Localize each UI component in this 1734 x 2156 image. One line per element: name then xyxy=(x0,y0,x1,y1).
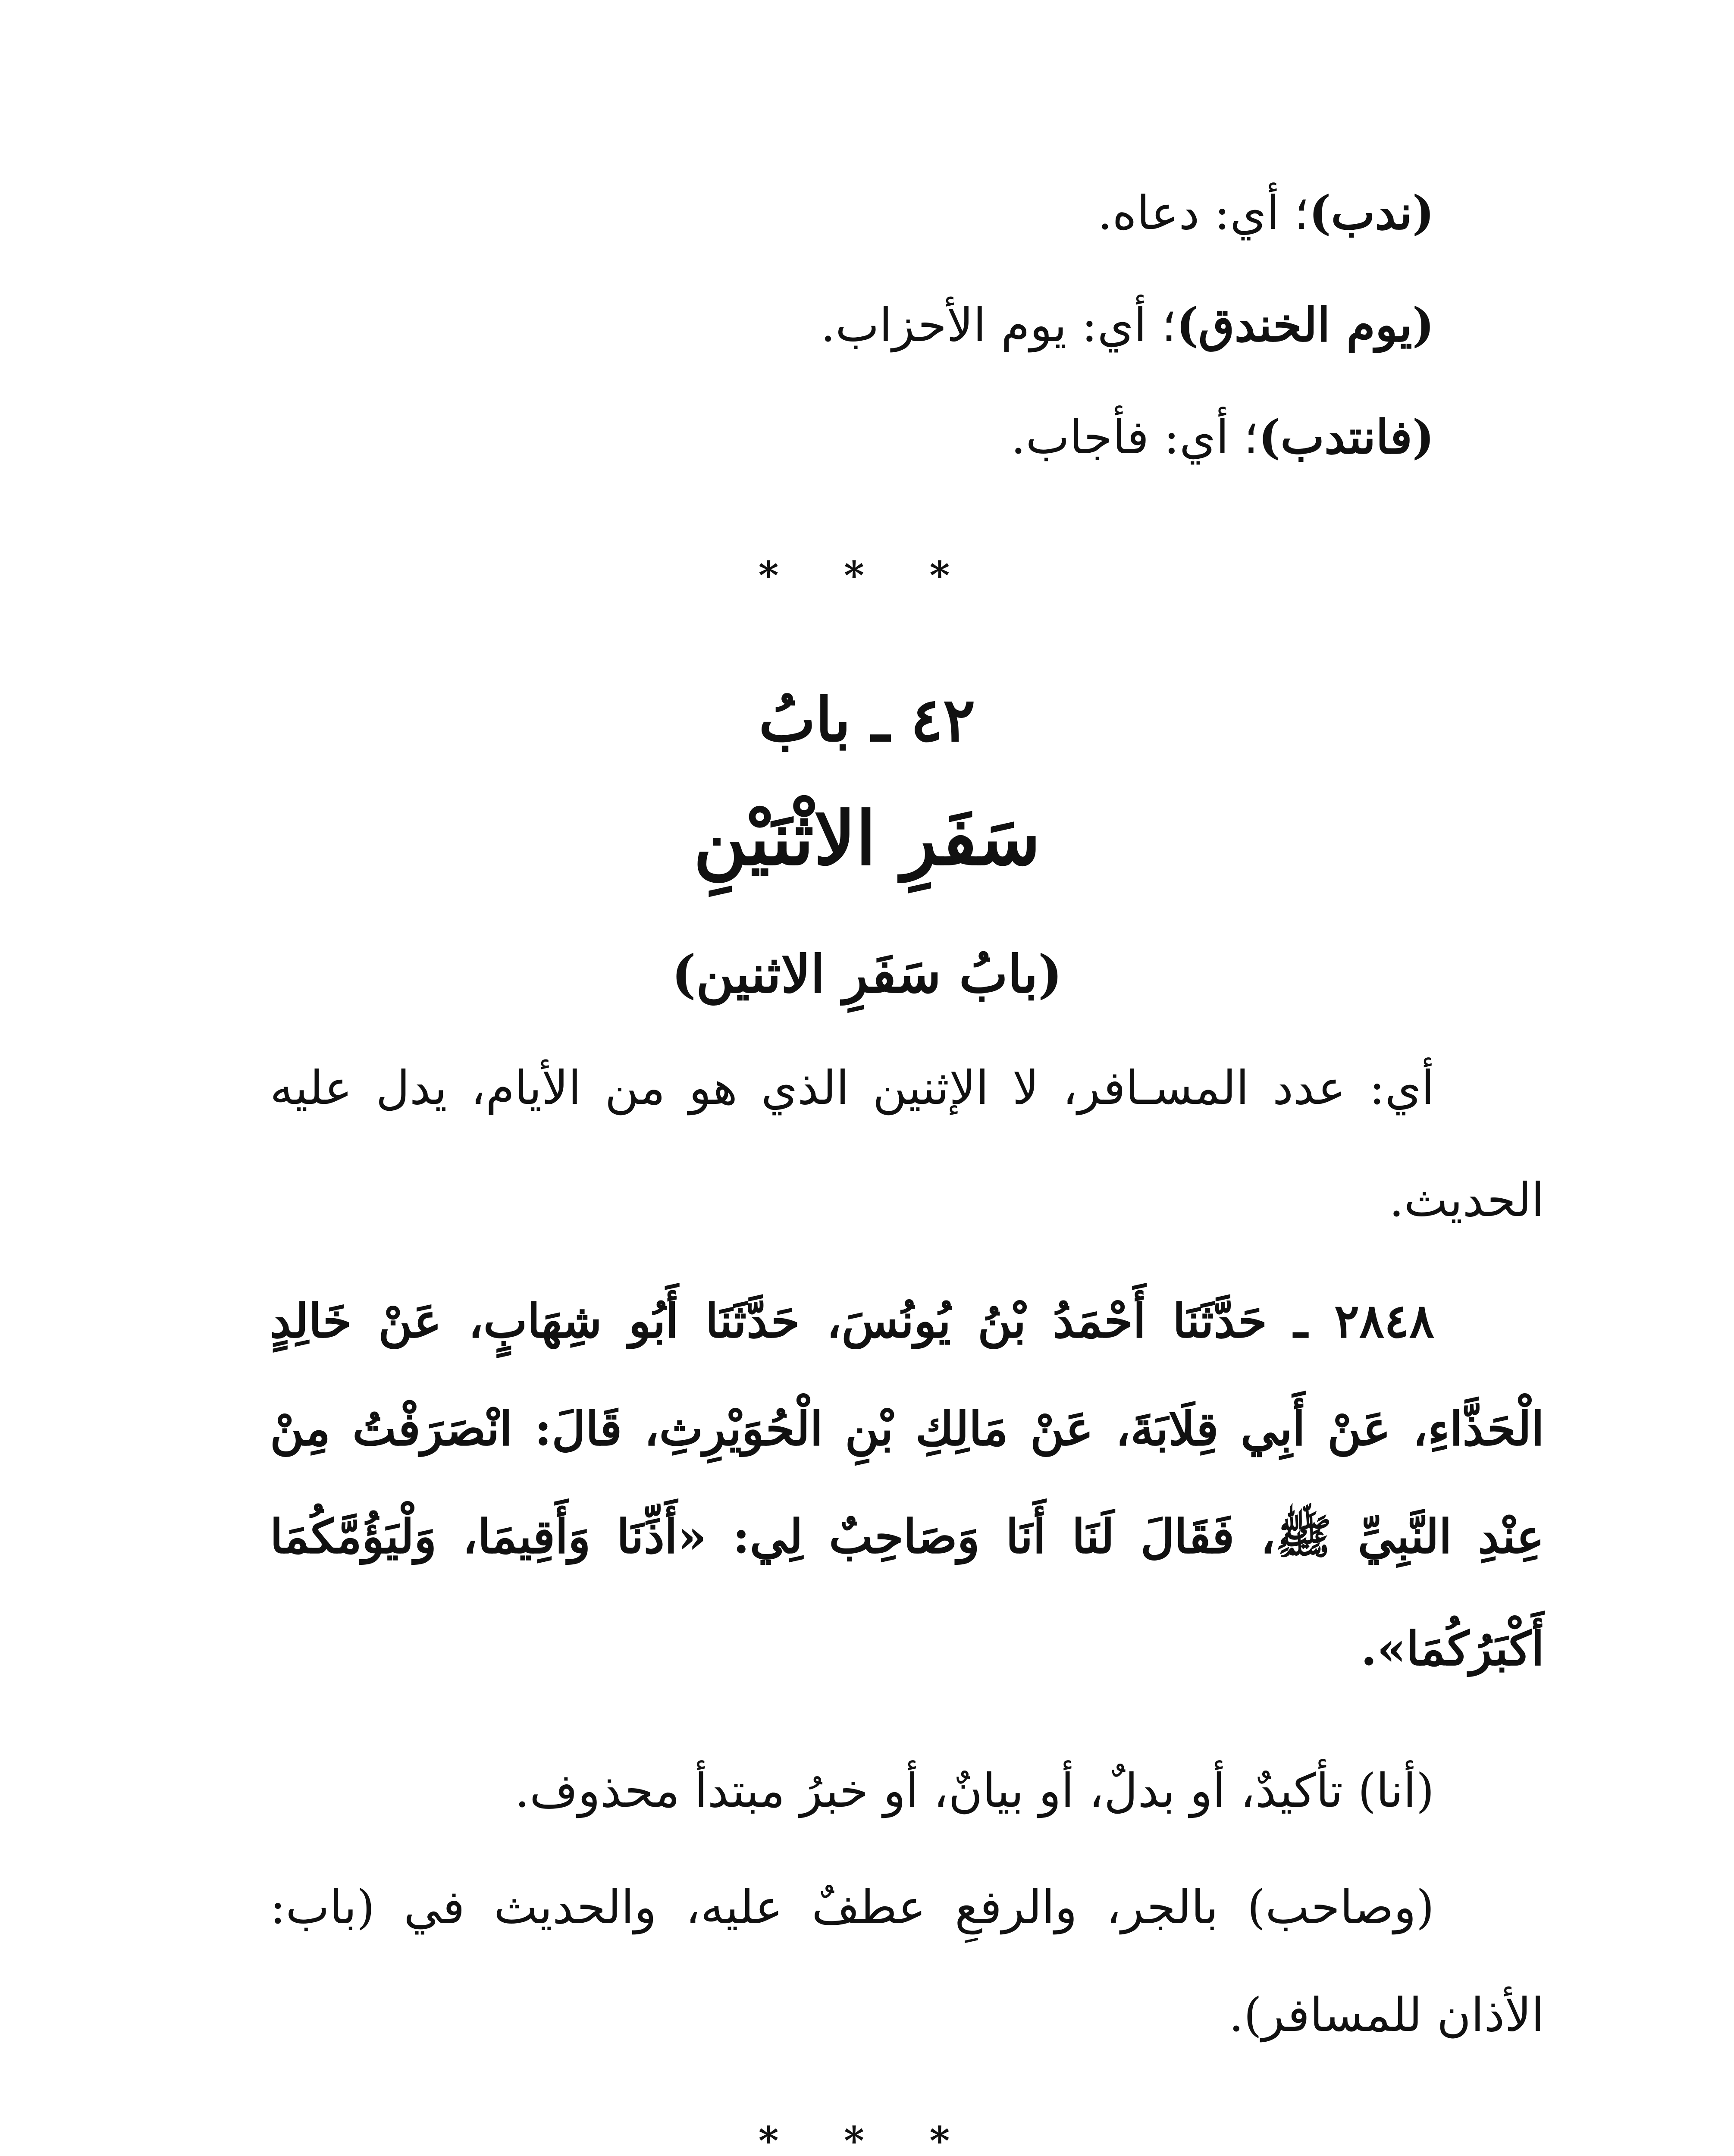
hadith-line-3: عِنْدِ النَّبِيِّ ﷺ، فَقَالَ لَنَا أَنَا وَصَاحِبٌ لِي: «أَذِّنَا وَأَقِيمَا، وَلْيَؤُمَّكُمَا xyxy=(270,1510,1544,1564)
hadith-line-1: ٢٨٤٨ ـ حَدَّثَنَا أَحْمَدُ بْنُ يُونُسَ، حَدَّثَنَا أَبُو شِهَابٍ، عَنْ خَالِدٍ xyxy=(270,1294,1434,1348)
gloss-definition: ؛ أي: فأجاب. xyxy=(1011,411,1259,464)
gloss-term: (فانتدب) xyxy=(1258,410,1434,464)
gloss-term: (ندب) xyxy=(1309,186,1434,240)
note-line-3: الأذان للمسافر). xyxy=(1229,1988,1544,2042)
commentary-line-1: أي: عدد المسـافر، لا الإثنين الذي هو من الأيام، يدل عليه xyxy=(270,1061,1434,1115)
note-line-2: (وصاحب) بالجر، والرفعِ عطفٌ عليه، والحديث في (باب: xyxy=(270,1880,1434,1934)
chapter-subtitle: (بابُ سَفَرِ الاثنين) xyxy=(671,944,1063,1005)
gloss-line-1 xyxy=(1097,186,1434,240)
chapter-number: ٤٢ ـ بابُ xyxy=(759,685,975,755)
hadith-line-4: أَكْبَرُكُمَا». xyxy=(1361,1622,1544,1676)
commentary-line-2: الحديث. xyxy=(1389,1173,1544,1227)
section-divider: * * * xyxy=(758,553,976,599)
section-divider: * * * xyxy=(758,2118,976,2156)
gloss-definition: ؛ أي: يوم الأحزاب. xyxy=(820,298,1176,352)
gloss-line-3 xyxy=(1011,410,1434,464)
chapter-title: سَفَرِ الاثْنَيْنِ xyxy=(693,796,1041,882)
gloss-definition: ؛ أي: دعاه. xyxy=(1097,186,1309,240)
gloss-term: (يوم الخندق) xyxy=(1176,298,1434,352)
gloss-line-2 xyxy=(820,298,1434,352)
note-line-1: (أنا) تأكيدٌ، أو بدلٌ، أو بيانٌ، أو خبرُ مبتدأ محذوف. xyxy=(514,1764,1434,1818)
hadith-line-2: الْحَذَّاءِ، عَنْ أَبِي قِلَابَةَ، عَنْ مَالِكِ بْنِ الْحُوَيْرِثِ، قَالَ: انْصَرَفْتُ مِنْ xyxy=(270,1402,1544,1456)
